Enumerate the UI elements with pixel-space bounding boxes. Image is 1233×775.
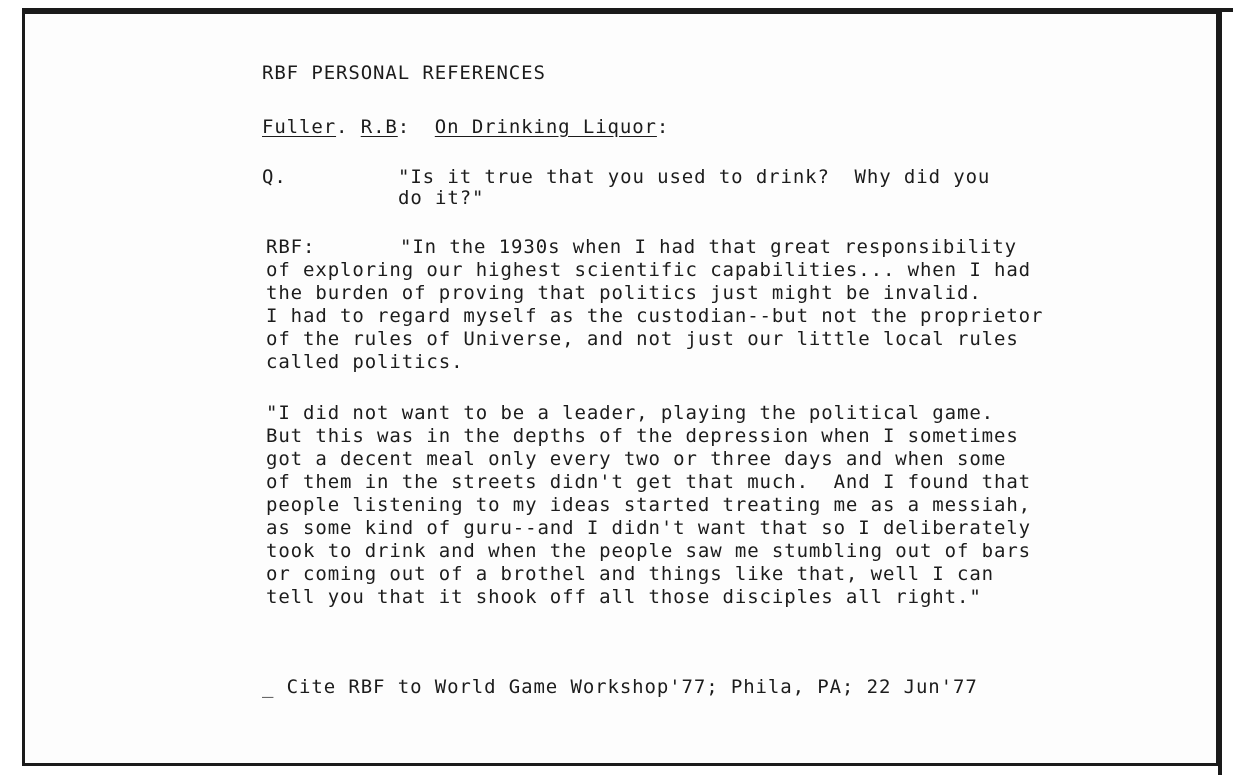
card-header: RBF PERSONAL REFERENCES (262, 62, 546, 84)
question-line: "Is it true that you used to drink? Why did you (398, 166, 991, 188)
answer-line: called politics. (266, 351, 464, 373)
paragraph-line: But this was in the depths of the depression when I sometimes (266, 425, 1019, 447)
citation-heading (262, 118, 669, 137)
paragraph-line: as some kind of guru--and I didn't want that so I deliberately (266, 517, 1032, 539)
paragraph-line: of them in the streets didn't get that much. And I found that (266, 471, 1032, 493)
question-label: Q. (262, 166, 287, 188)
answer-line: I had to regard myself as the custodian--but not the proprietor (266, 305, 1044, 327)
answer-first-line: "In the 1930s when I had that great responsibility (400, 236, 1017, 258)
card-edge (1218, 8, 1222, 775)
citation-initials: R.B (360, 116, 398, 138)
paragraph-line: tell you that it shook off all those disciples all right." (266, 586, 982, 608)
question-line: do it?" (398, 187, 485, 209)
answer-label: RBF: (266, 236, 316, 258)
paragraph-line: got a decent meal only every two or three days and when some (266, 448, 1007, 470)
paragraph-line: or coming out of a brothel and things like that, well I can (266, 563, 994, 585)
card-edge-tail (1222, 8, 1233, 12)
source-citation: _ Cite RBF to World Game Workshop'77; Phila, PA; 22 Jun'77 (262, 676, 978, 698)
answer-line: of the rules of Universe, and not just our little local rules (266, 328, 1019, 350)
citation-author: Fuller (262, 116, 337, 138)
paragraph-line: people listening to my ideas started treating me as a messiah, (266, 494, 1032, 516)
citation-separator: : (656, 116, 670, 138)
answer-line: of exploring our highest scientific capabilities... when I had (266, 259, 1032, 281)
citation-separator: : (397, 116, 435, 138)
citation-topic: On Drinking Liquor (434, 116, 657, 138)
paragraph-line: "I did not want to be a leader, playing the political game. (266, 402, 994, 424)
paragraph-line: took to drink and when the people saw me stumbling out of bars (266, 540, 1032, 562)
answer-line: the burden of proving that politics just might be invalid. (266, 282, 982, 304)
citation-separator: . (336, 116, 361, 138)
